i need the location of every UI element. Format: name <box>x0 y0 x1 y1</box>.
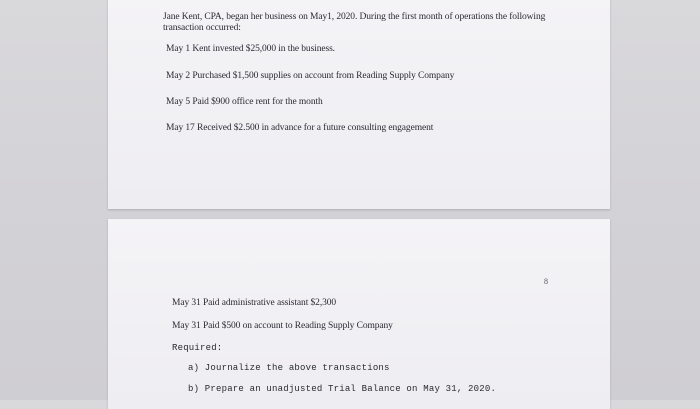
transaction-may-31-salary: May 31 Paid administrative assistant $2,300 <box>172 298 337 308</box>
transaction-may-31-payment: May 31 Paid $500 on account to Reading Supply Company <box>172 321 393 331</box>
transaction-may-17: May 17 Received $2.500 in advance for a future consulting engagement <box>166 123 434 133</box>
transaction-may-1: May 1 Kent invested $25,000 in the business. <box>166 44 335 54</box>
requirement-b: b) Prepare an unadjusted Trial Balance on May 31, 2020. <box>188 384 497 394</box>
requirement-a: a) Journalize the above transactions <box>188 363 390 373</box>
document-page-1 <box>108 0 610 209</box>
document-page-2 <box>108 219 610 409</box>
page-number: 8 <box>544 277 548 286</box>
problem-intro: Jane Kent, CPA, began her business on May1, 2020. During the first month of operations the following transaction occurred: <box>163 12 546 33</box>
required-heading: Required: <box>172 343 223 353</box>
transaction-may-2: May 2 Purchased $1,500 supplies on account from Reading Supply Company <box>166 71 455 81</box>
transaction-may-5: May 5 Paid $900 office rent for the month <box>166 97 323 107</box>
